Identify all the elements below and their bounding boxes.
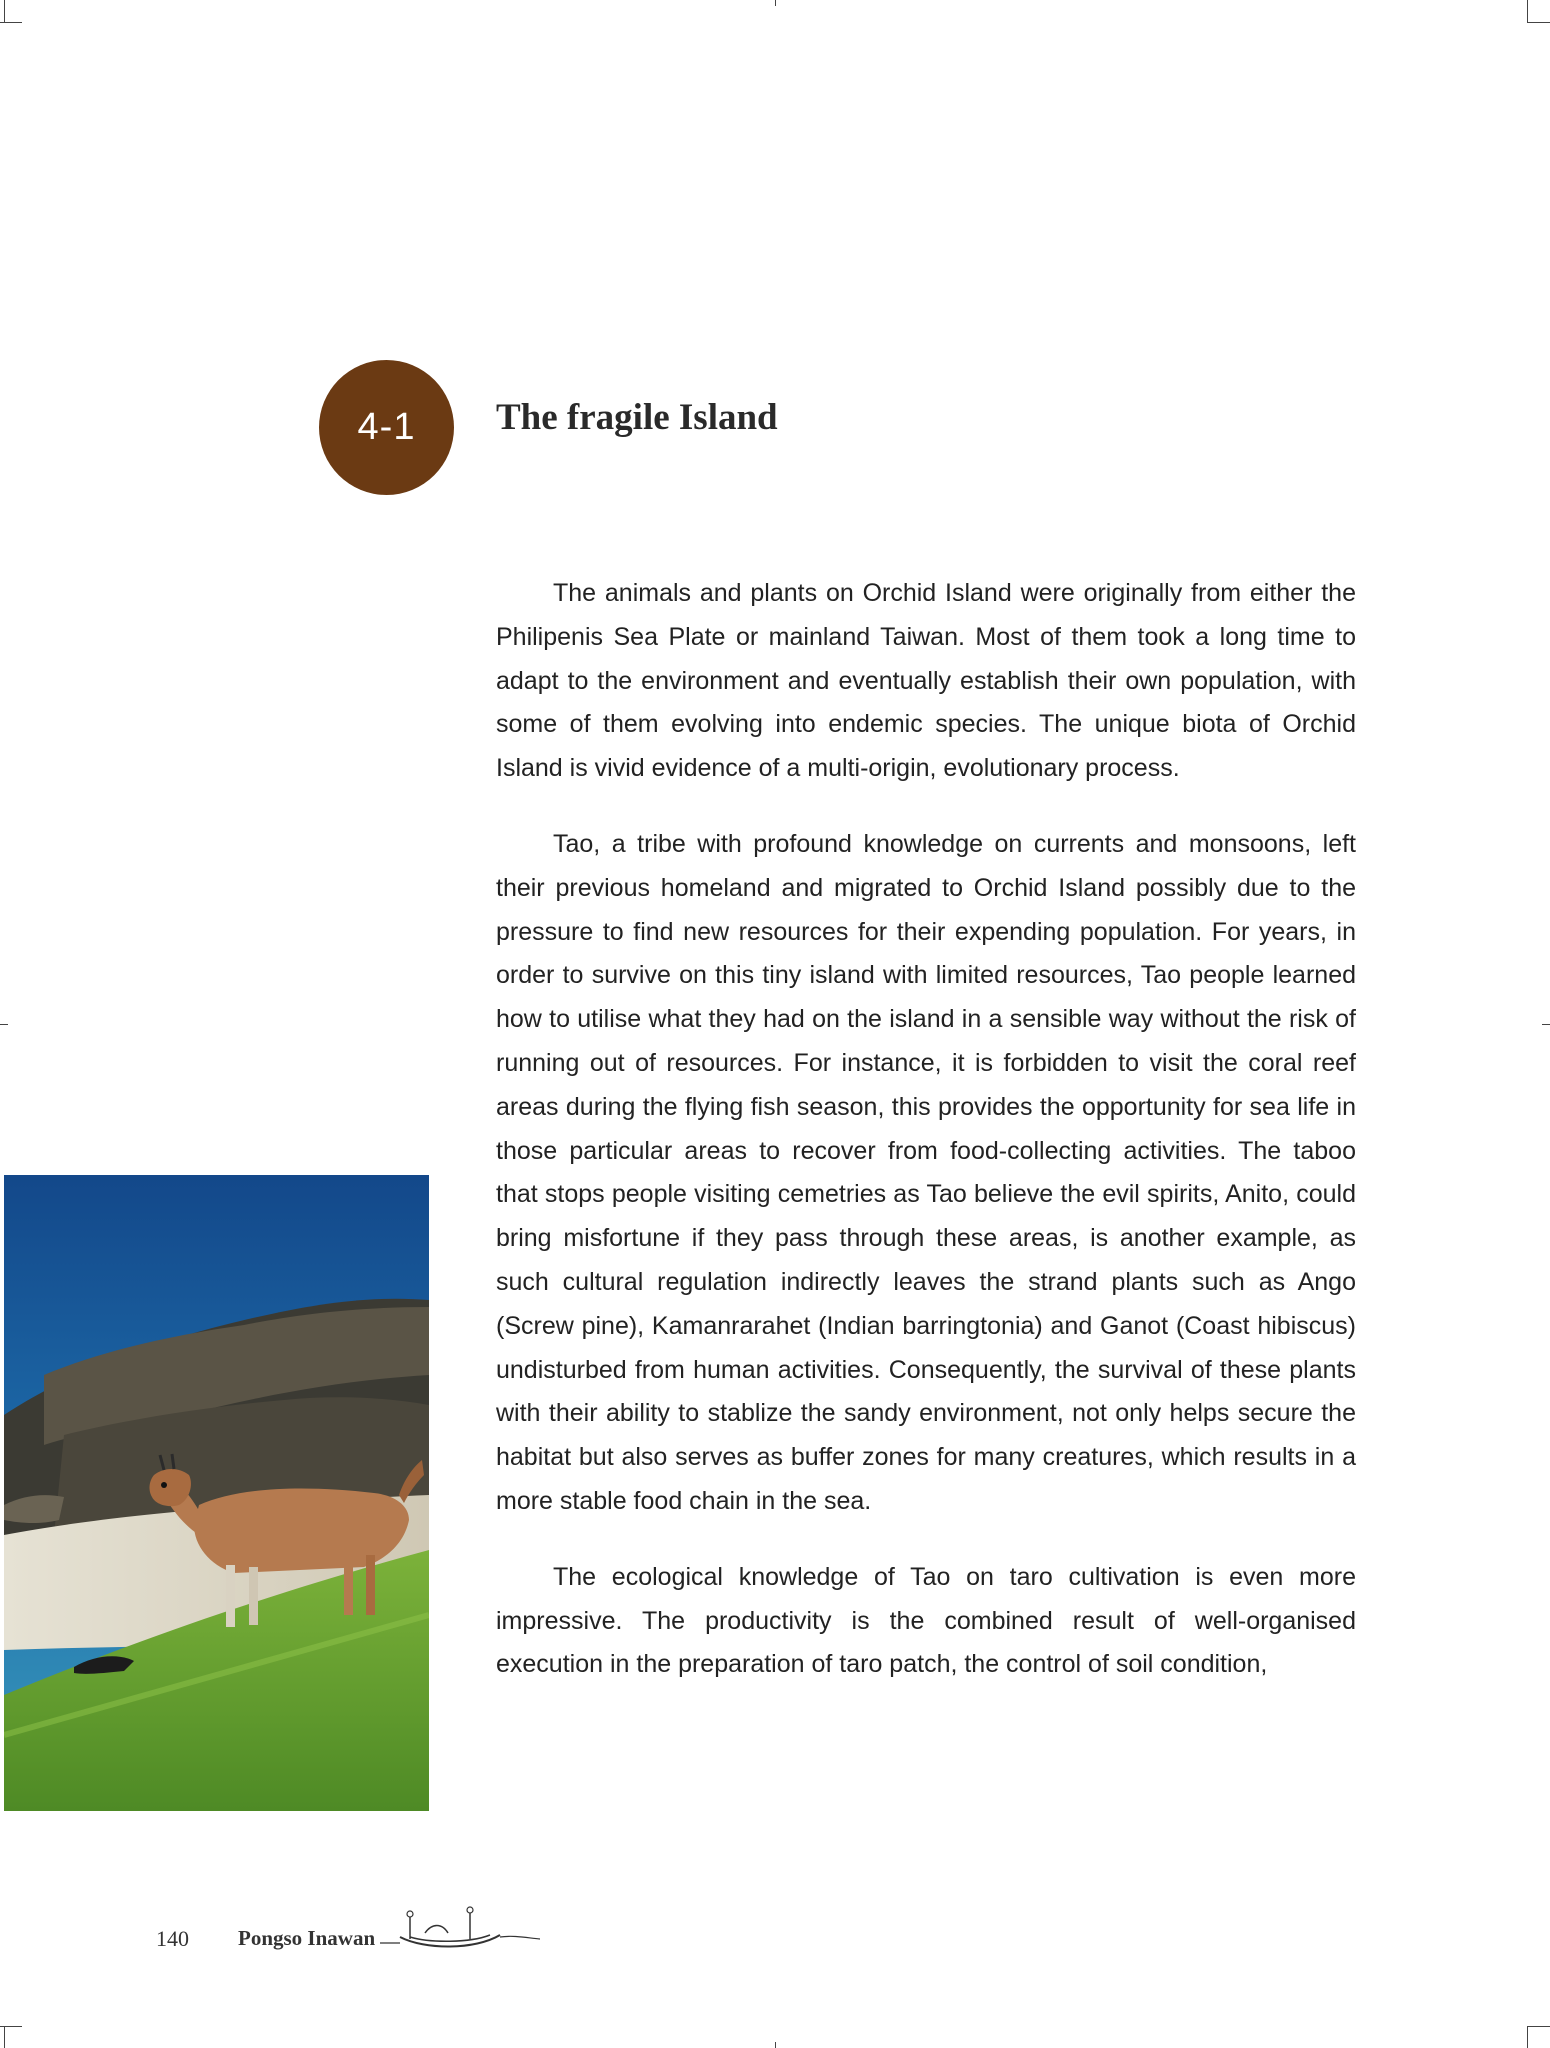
paragraph: The ecological knowledge of Tao on taro cultivation is even more impressive. The productivity is the combined result of well-organised execution in the preparation of taro patch, the control of soil condition, (496, 1562, 1356, 1679)
crop-mark (1527, 2026, 1550, 2027)
body-text (496, 572, 1356, 1719)
canoe-logo (380, 1905, 540, 1955)
crop-mark (4, 0, 5, 22)
crop-mark (0, 22, 22, 23)
crop-mark (1527, 0, 1528, 22)
book-title: Pongso Inawan (238, 1926, 376, 1950)
paragraph: Tao, a tribe with profound knowledge on currents and monsoons, left their previous homeland and migrated to Orchid Island possibly due to the pressure to find new resources for their expending population. For years, in order to survive on this tiny island with limited resources, Tao people learned how to utilise what they had on the island in a sensible way without the risk of running out of resources. For instance, it is forbidden to visit the coral reef areas during the flying fish season, this provides the opportunity for sea life in those particular areas to recover from food-collecting activities. The taboo that stops people visiting cemetries as Tao believe the evil spirits, Anito, could bring misfortune if they pass through these areas, is another example, as such cultural regulation indirectly leaves the strand plants such as Ango (Screw pine), Kamanrarahet (Indian barringtonia) and Ganot (Coast hibiscus) undisturbed from human activities. Consequently, the survival of these plants with their ability to stablize the sandy environment, not only helps secure the habitat but also serves as buffer zones for many creatures, which results in a more stable food chain in the sea. (496, 829, 1356, 1515)
crop-mark (775, 0, 776, 6)
crop-mark (4, 2026, 5, 2048)
crop-mark (1527, 2026, 1528, 2048)
page-number: 140 (156, 1926, 189, 1951)
crop-mark (1542, 1024, 1550, 1025)
paragraph: The animals and plants on Orchid Island were originally from either the Philipenis Sea Plate or mainland Taiwan. Most of them took a long time to adapt to the environment and eventually establish their own population, with some of them evolving into endemic species. The unique biota of Orchid Island is vivid evidence of a multi-origin, evolutionary process. (496, 579, 1356, 783)
crop-mark (775, 2042, 776, 2048)
section-number: 4-1 (357, 406, 416, 448)
crop-mark (0, 1024, 8, 1025)
goat-coast-photo (4, 1175, 429, 1811)
crop-mark (0, 2026, 22, 2027)
section-number-badge (319, 360, 454, 495)
crop-mark (1527, 22, 1550, 23)
section-title: The fragile Island (496, 397, 778, 438)
